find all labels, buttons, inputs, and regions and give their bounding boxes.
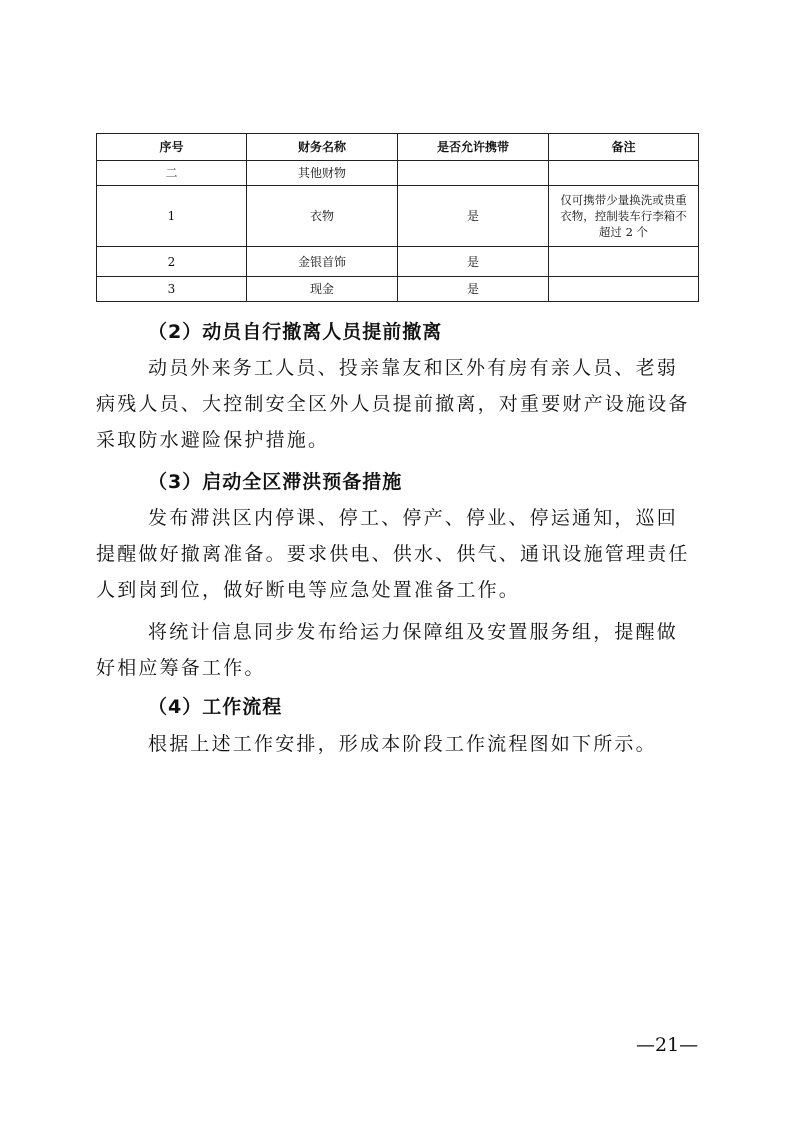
- cell-serial: 3: [97, 277, 247, 302]
- table-row: [97, 161, 699, 186]
- cell-property-name: 金银首饰: [247, 247, 398, 277]
- cell-serial: 1: [97, 186, 247, 247]
- cell-property-name: 衣物: [247, 186, 398, 247]
- col-header-property-name: 财务名称: [247, 134, 398, 161]
- table-header-row: [97, 134, 699, 161]
- table-row: [97, 277, 699, 302]
- page-number: —21—: [636, 1034, 699, 1056]
- cell-allowed: [398, 161, 549, 186]
- paragraph-flood-measures: 发布滞洪区内停课、停工、停产、停业、停运通知，巡回提醒做好撤离准备。要求供电、供水、供气、通讯设施管理责任人到岗到位，做好断电等应急处置准备工作。: [96, 507, 690, 601]
- section-heading-flood-measures: （3）启动全区滞洪预备措施: [148, 471, 403, 493]
- section-heading-evacuation: （2）动员自行撤离人员提前撤离: [148, 321, 443, 343]
- cell-serial: 二: [97, 161, 247, 186]
- cell-remarks: 仅可携带少量换洗或贵重衣物，控制装车行李箱不超过 2 个: [549, 186, 699, 247]
- paragraph-info-sync: 将统计信息同步发布给运力保障组及安置服务组，提醒做好相应筹备工作。: [96, 621, 679, 679]
- cell-allowed: 是: [398, 186, 549, 247]
- cell-property-name: 现金: [247, 277, 398, 302]
- property-table: [96, 133, 699, 302]
- cell-allowed: 是: [398, 277, 549, 302]
- col-header-remarks: 备注: [549, 134, 699, 161]
- table-row: [97, 186, 699, 247]
- col-header-serial: 序号: [97, 134, 247, 161]
- cell-serial: 2: [97, 247, 247, 277]
- cell-property-name: 其他财物: [247, 161, 398, 186]
- cell-allowed: 是: [398, 247, 549, 277]
- cell-remarks: [549, 161, 699, 186]
- paragraph-evacuation: 动员外来务工人员、投亲靠友和区外有房有亲人员、老弱病残人员、大控制安全区外人员提前撤离，对重要财产设施设备采取防水避险保护措施。: [96, 357, 690, 451]
- section-heading-workflow: （4）工作流程: [148, 696, 283, 718]
- paragraph-workflow: 根据上述工作安排，形成本阶段工作流程图如下所示。: [148, 733, 657, 755]
- cell-remarks: [549, 247, 699, 277]
- col-header-allowed: 是否允许携带: [398, 134, 549, 161]
- cell-remarks: [549, 277, 699, 302]
- table-row: [97, 247, 699, 277]
